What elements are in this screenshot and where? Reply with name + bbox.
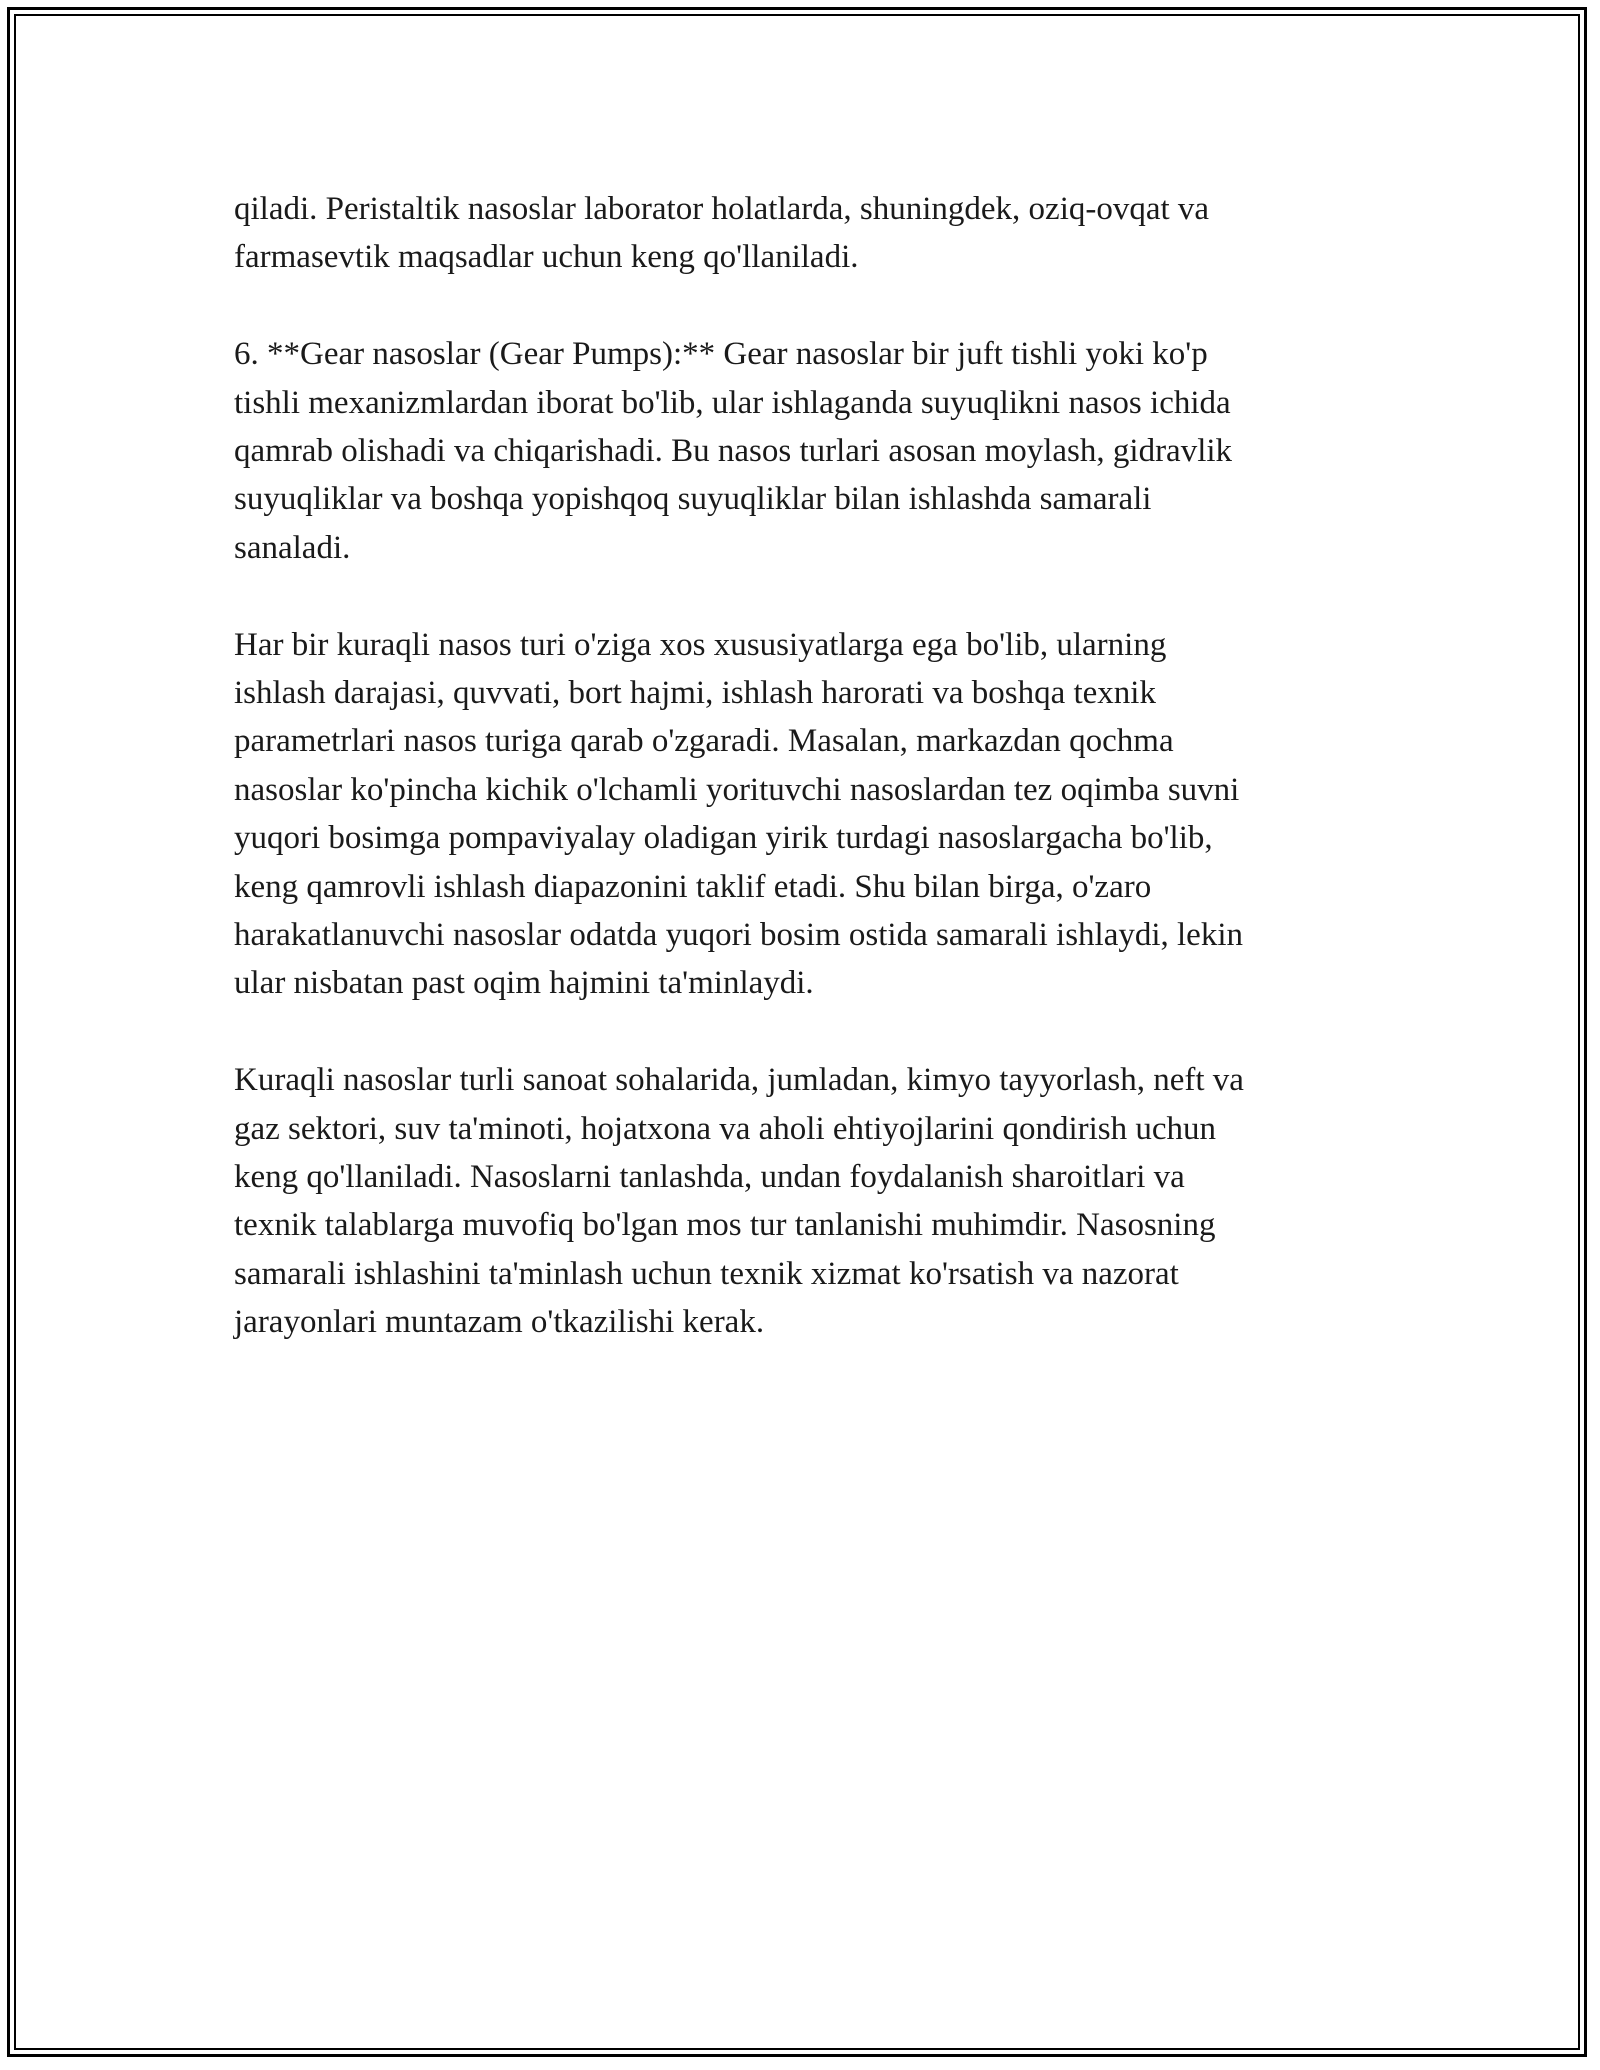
text-line: harakatlanuvchi nasoslar odatda yuqori bosim ostida samarali ishlaydi, lekin	[234, 917, 1243, 954]
text-line: qiladi. Peristaltik nasoslar laborator holatlarda, shuningdek, oziq-ovqat va	[234, 191, 1210, 227]
text-line: texnik talablarga muvofiq bo'lgan mos tur tanlanishi muhimdir. Nasosning	[234, 1207, 1216, 1244]
paragraph-pump-characteristics	[234, 621, 1364, 1008]
text-line: Har bir kuraqli nasos turi o'ziga xos xususiyatlarga ega bo'lib, ularning	[234, 626, 1167, 663]
text-line: 6. **Gear nasoslar (Gear Pumps):** Gear nasoslar bir juft tishli yoki ko'p	[234, 336, 1208, 373]
text-line: keng qamrovli ishlash diapazonini taklif etadi. Shu bilan birga, o'zaro	[234, 868, 1152, 905]
text-line: qamrab olishadi va chiqarishadi. Bu nasos turlari asosan moylash, gidravlik	[234, 433, 1233, 470]
text-line: ishlash darajasi, quvvati, bort hajmi, ishlash harorati va boshqa texnik	[234, 675, 1156, 712]
text-line: nasoslar ko'pincha kichik o'lchamli yorituvchi nasoslardan tez oqimba suvni	[234, 771, 1240, 808]
paragraph-industrial-use	[234, 1056, 1364, 1346]
text-line: gaz sektori, suv ta'minoti, hojatxona va aholi ehtiyojlarini qondirish uchun	[234, 1110, 1217, 1147]
document-body	[234, 185, 1364, 1395]
text-line: keng qo'llaniladi. Nasoslarni tanlashda, undan foydalanish sharoitlari va	[234, 1159, 1185, 1196]
text-line: sanaladi.	[234, 529, 351, 566]
paragraph-peristaltic-continuation	[234, 185, 1364, 282]
text-line: Kuraqli nasoslar turli sanoat sohalarida, jumladan, kimyo tayyorlash, neft va	[234, 1062, 1244, 1099]
text-line: tishli mexanizmlardan iborat bo'lib, ular ishlaganda suyuqlikni nasos ichida	[234, 384, 1231, 421]
paragraph-gear-pumps	[234, 330, 1364, 572]
text-line: yuqori bosimga pompaviyalay oladigan yirik turdagi nasoslargacha bo'lib,	[234, 820, 1213, 857]
text-line: farmasevtik maqsadlar uchun keng qo'llaniladi.	[234, 239, 859, 276]
text-line: parametrlari nasos turiga qarab o'zgaradi. Masalan, markazdan qochma	[234, 723, 1174, 760]
text-line: ular nisbatan past oqim hajmini ta'minlaydi.	[234, 965, 814, 1002]
text-line: samarali ishlashini ta'minlash uchun texnik xizmat ko'rsatish va nazorat	[234, 1255, 1179, 1292]
text-line: jarayonlari muntazam o'tkazilishi kerak.	[234, 1304, 765, 1341]
text-line: suyuqliklar va boshqa yopishqoq suyuqliklar bilan ishlashda samarali	[234, 481, 1152, 518]
